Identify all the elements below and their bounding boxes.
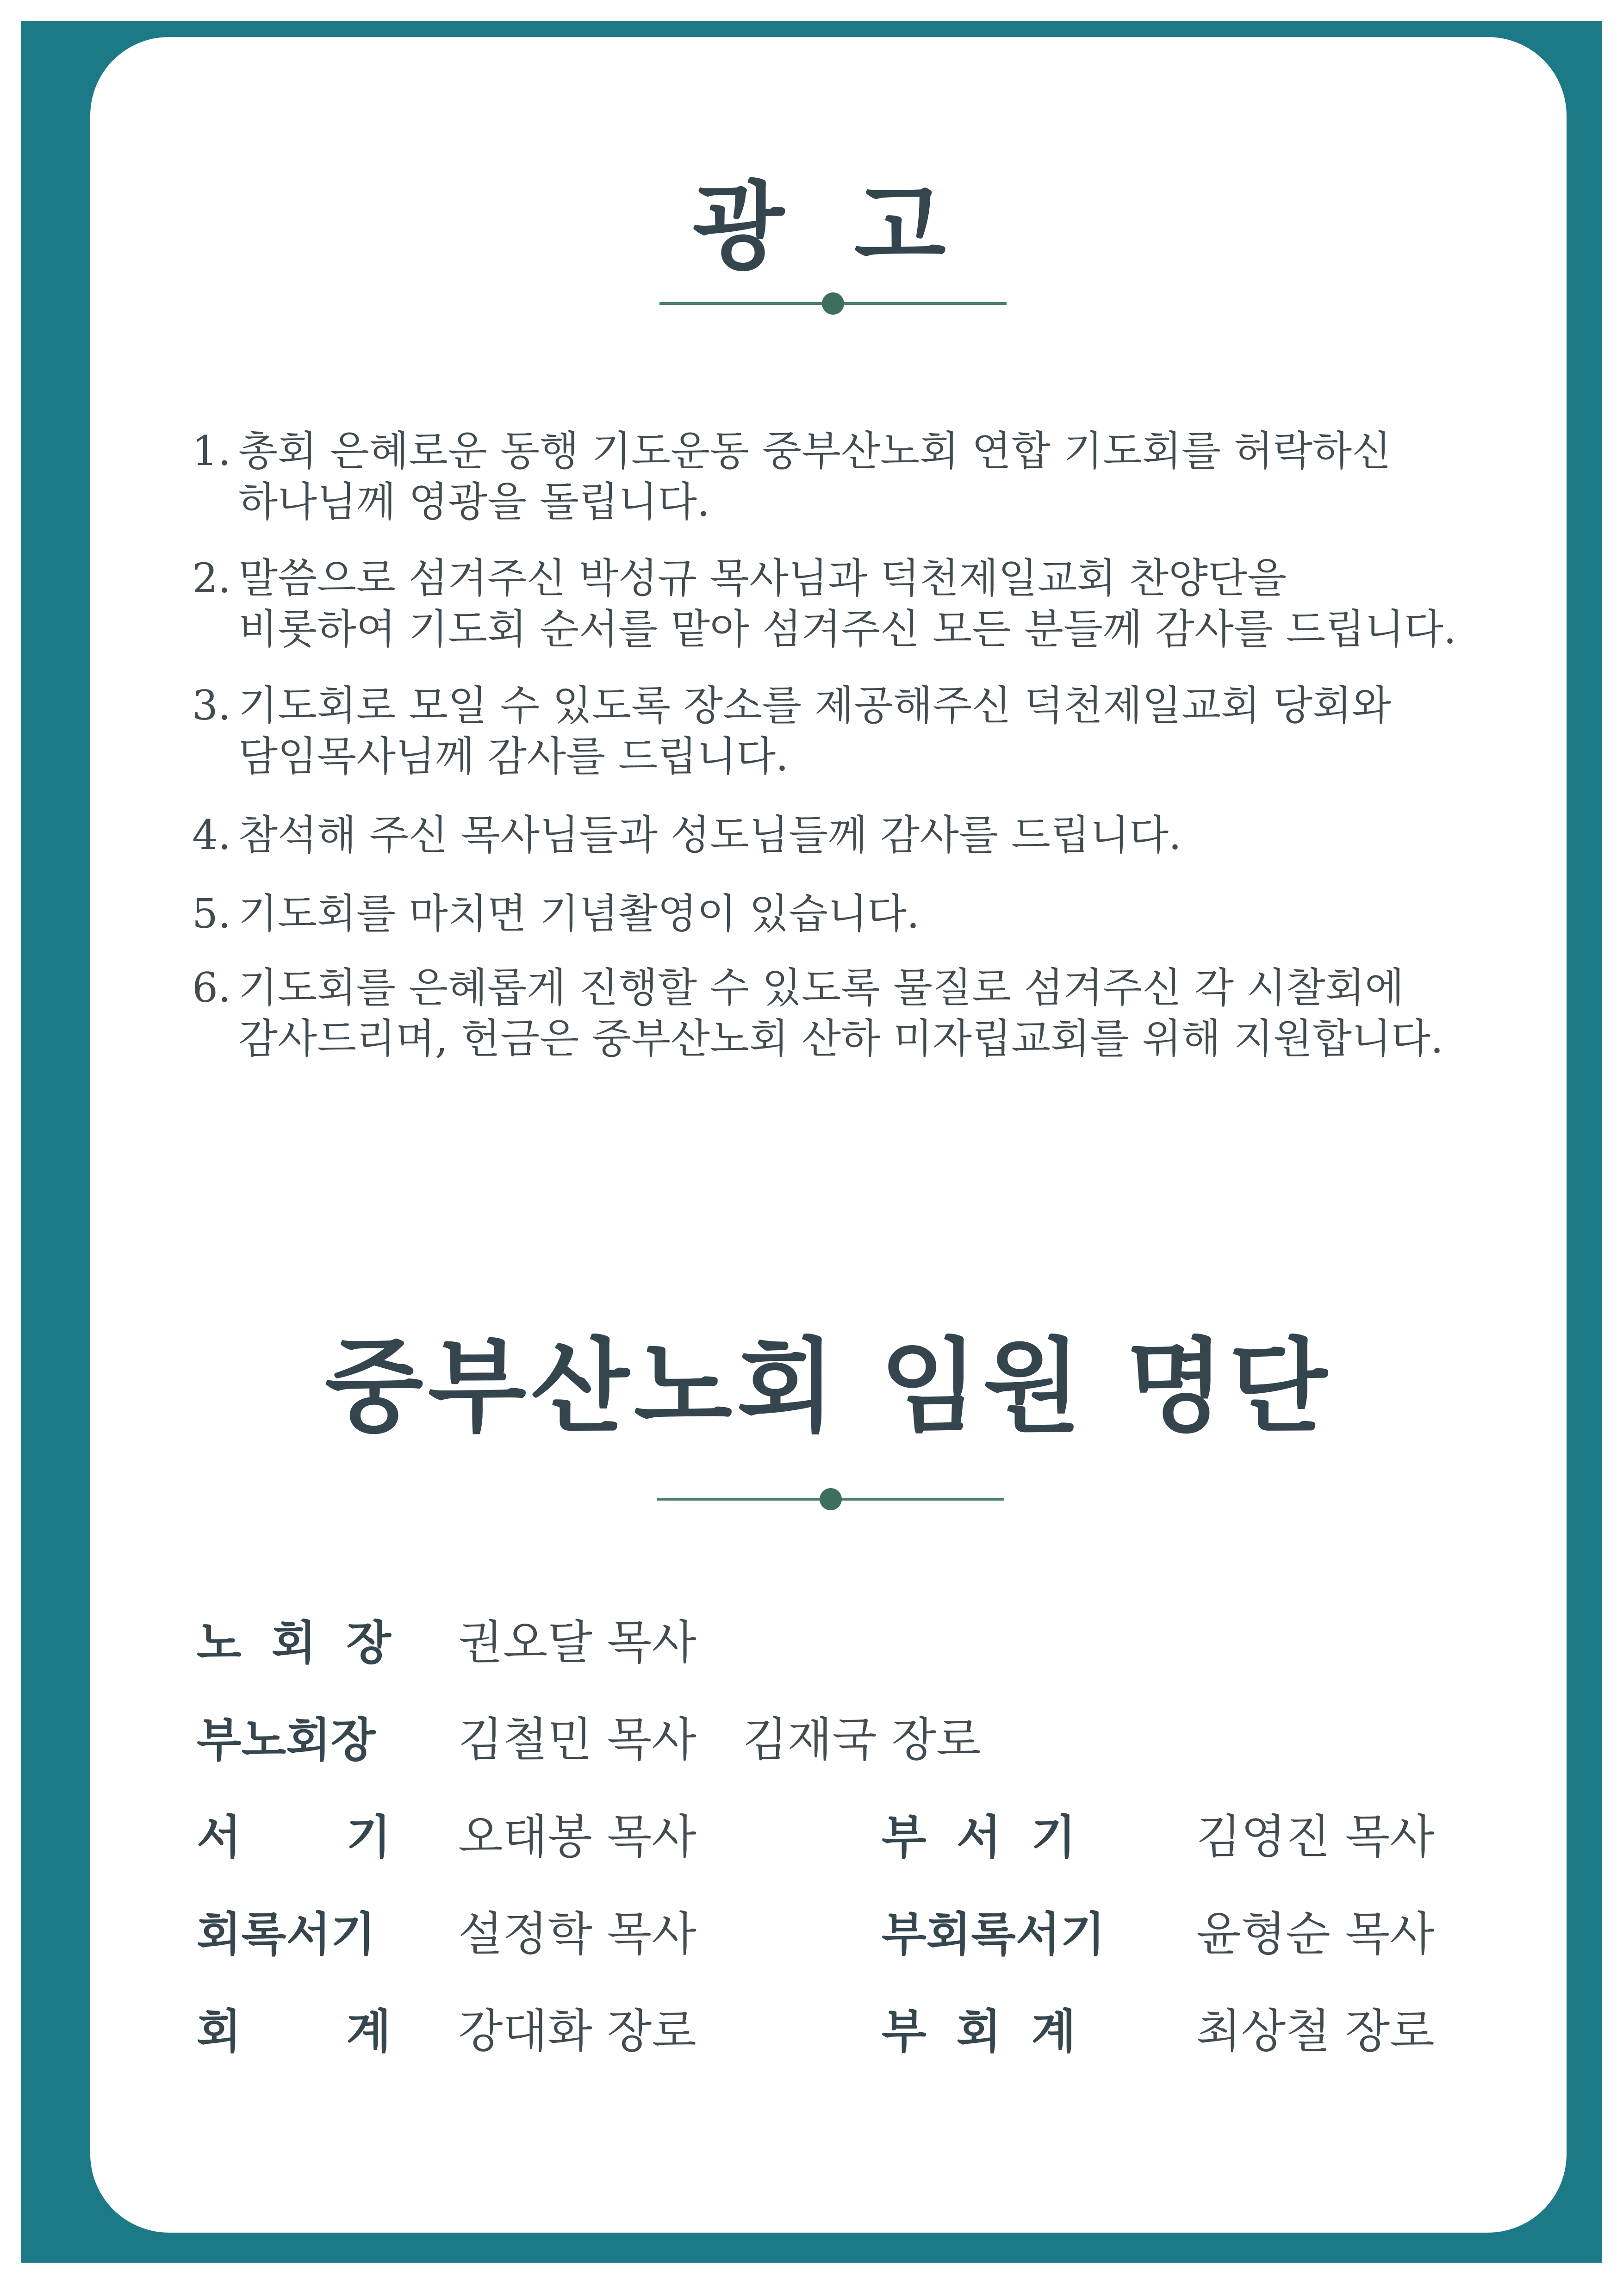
vice-president-name: 김재국 장로 (742, 1713, 981, 1767)
role-vice-secretary: 부 서 기 (882, 1810, 1076, 1864)
item-text-continued: 하나님께 영광을 돌립니다. (238, 478, 710, 526)
role-treasurer: 회 계 (197, 2004, 391, 2059)
item-text: 기도회로 모일 수 있도록 장소를 제공해주신 덕천제일교회 당회와 (238, 682, 1392, 729)
vice-secretary-name: 김영진 목사 (1196, 1810, 1435, 1864)
vice-president-name: 김철민 목사 (458, 1713, 696, 1767)
item-text: 참석해 주신 목사님들과 성도님들께 감사를 드립니다. (238, 811, 1182, 859)
announcement-item (192, 553, 1548, 655)
vice-treasurer-name: 최상철 장로 (1196, 2004, 1435, 2058)
item-text-continued: 담임목사님께 감사를 드립니다. (238, 732, 789, 780)
announcement-item (192, 888, 1548, 939)
item-number: 4. (192, 811, 231, 859)
vice-recording-secretary-name: 윤형순 목사 (1196, 1907, 1435, 1961)
item-text-continued: 감사드리며, 헌금은 중부산노회 산하 미자립교회를 위해 지원합니다. (238, 1015, 1444, 1062)
item-text-continued: 비롯하여 기도회 순서를 맡아 섬겨주신 모든 분들께 감사를 드립니다. (238, 605, 1456, 653)
item-number: 6. (192, 964, 231, 1011)
announcement-item (192, 680, 1548, 782)
item-text: 기도회를 은혜롭게 진행할 수 있도록 물질로 섬겨주신 각 시찰회에 (238, 964, 1404, 1011)
secretary-name: 오태봉 목사 (458, 1810, 696, 1864)
divider-dot (820, 1488, 842, 1510)
roster-title: 중부산노회 임원 명단 (325, 1326, 1332, 1446)
role-secretary: 서 기 (197, 1810, 391, 1864)
item-text: 기도회를 마치면 기념촬영이 있습니다. (238, 890, 920, 937)
role-vice-treasurer: 부 회 계 (882, 2004, 1076, 2059)
announcements-title: 광 고 (692, 171, 964, 282)
vice-president-names (458, 1712, 981, 1768)
divider-dot (822, 292, 844, 315)
president-name: 권오달 목사 (458, 1615, 696, 1669)
item-number: 5. (192, 890, 231, 937)
announcement-item (192, 426, 1548, 527)
recording-secretary-name: 설정학 목사 (458, 1907, 696, 1961)
title-divider (659, 302, 1007, 305)
announcement-item (192, 810, 1548, 861)
item-text: 말씀으로 섬겨주신 박성규 목사님과 덕천제일교회 찬양단을 (238, 554, 1287, 602)
announcement-item (192, 962, 1548, 1064)
role-president: 노 회 장 (197, 1615, 391, 1670)
item-number: 2. (192, 554, 231, 602)
role-vice-recording-secretary: 부회록서기 (882, 1907, 1105, 1961)
item-text: 총회 은혜로운 동행 기도운동 중부산노회 연합 기도회를 허락하신 (238, 427, 1392, 475)
item-number: 3. (192, 682, 231, 729)
treasurer-name: 강대화 장로 (458, 2004, 696, 2058)
document-card (90, 37, 1567, 2233)
item-number: 1. (192, 427, 231, 475)
roster-divider (657, 1498, 1004, 1501)
role-recording-secretary: 회록서기 (197, 1907, 376, 1961)
role-vice-president: 부노회장 (197, 1713, 376, 1767)
